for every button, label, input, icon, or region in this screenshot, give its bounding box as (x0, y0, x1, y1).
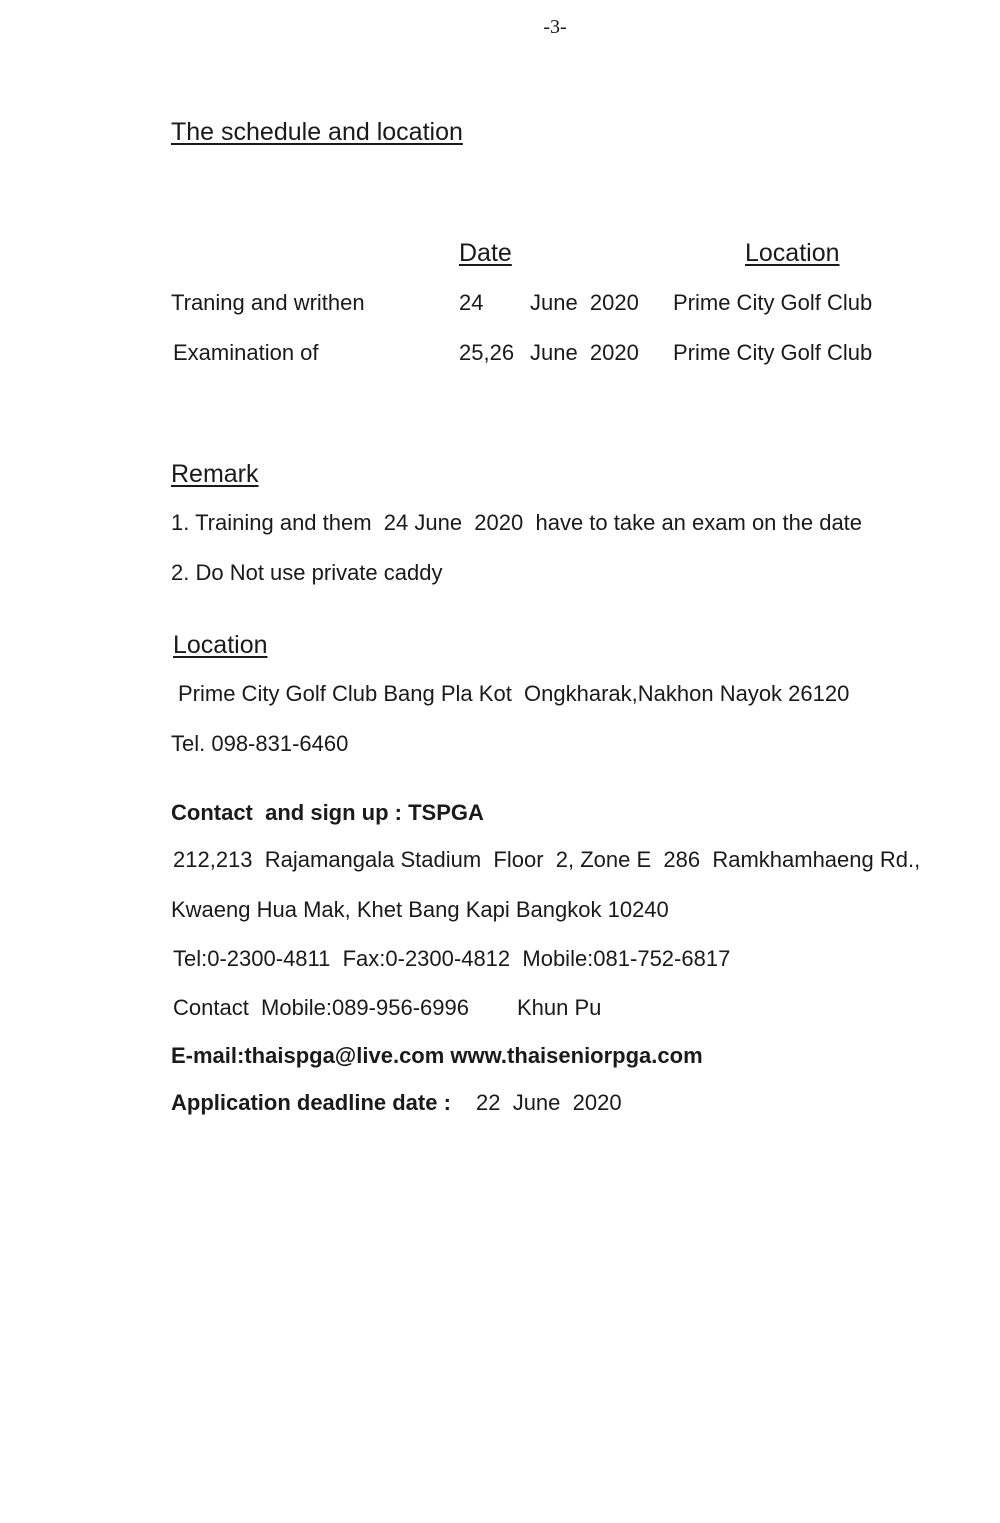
schedule-row-day: 24 (459, 290, 484, 315)
deadline-label: Application deadline date : (171, 1090, 451, 1115)
schedule-row-label: Examination of (173, 340, 319, 365)
location-title: Location (173, 631, 268, 659)
schedule-row-day: 25,26 (459, 340, 515, 365)
schedule-row-month-year: June 2020 (530, 340, 639, 365)
remark-title: Remark (171, 460, 259, 488)
deadline-date: 22 June 2020 (476, 1090, 622, 1115)
schedule-title: The schedule and location (171, 118, 463, 146)
location-tel: Tel. 098-831-6460 (171, 731, 349, 756)
schedule-row-location: Prime City Golf Club (673, 340, 873, 365)
schedule-row-label: Traning and writhen (171, 290, 365, 315)
contact-title: Contact and sign up : TSPGA (171, 800, 484, 825)
contact-person: Khun Pu (517, 995, 602, 1020)
remark-item: 2. Do Not use private caddy (171, 560, 443, 585)
schedule-row-location: Prime City Golf Club (673, 290, 873, 315)
contact-address-line2: Kwaeng Hua Mak, Khet Bang Kapi Bangkok 10240 (171, 897, 669, 922)
schedule-row-month-year: June 2020 (530, 290, 639, 315)
contact-email-web: E-mail:thaispga@live.com www.thaiseniorpga.com (171, 1043, 703, 1068)
remark-item: 1. Training and them 24 June 2020 have to take an exam on the date (171, 510, 863, 535)
contact-phones: Tel:0-2300-4811 Fax:0-2300-4812 Mobile:081-752-6817 (173, 946, 731, 971)
location-address: Prime City Golf Club Bang Pla Kot Ongkharak,Nakhon Nayok 26120 (178, 681, 850, 706)
page-number: -3- (543, 16, 567, 38)
contact-address-line1: 212,213 Rajamangala Stadium Floor 2, Zone E 286 Ramkhamhaeng Rd., (173, 847, 921, 872)
contact-mobile: Contact Mobile:089-956-6996 (173, 995, 469, 1020)
date-header: Date (459, 239, 512, 267)
location-header: Location (745, 239, 840, 267)
